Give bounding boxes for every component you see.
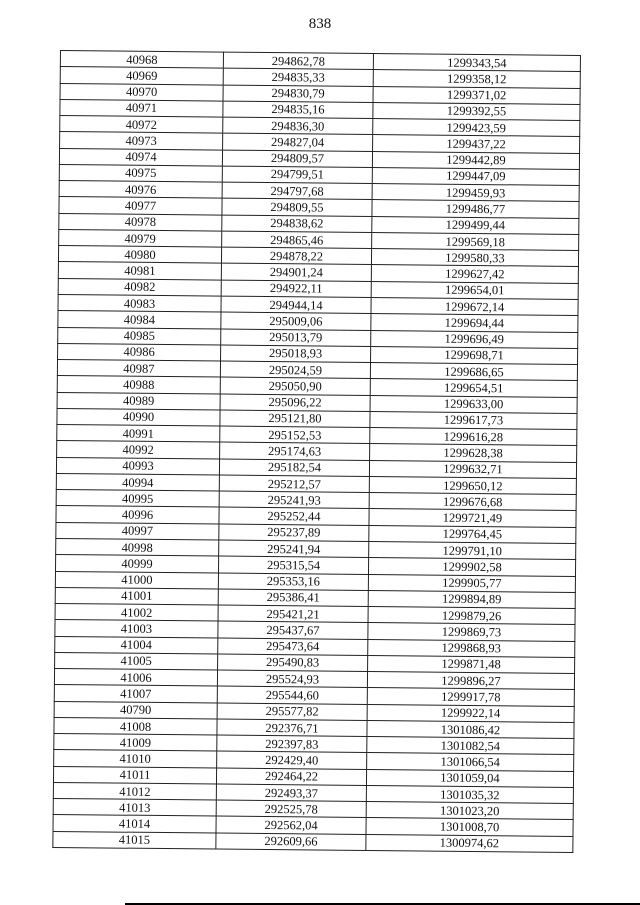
y-coordinate-cell: 1299896,27 (367, 672, 574, 690)
point-number-cell: 40970 (60, 83, 223, 101)
point-number-cell: 40992 (57, 441, 220, 459)
point-number-cell: 40971 (60, 99, 223, 117)
x-coordinate-cell: 294797,68 (222, 182, 372, 200)
y-coordinate-cell: 1301008,70 (366, 818, 573, 836)
y-coordinate-cell: 1299632,71 (369, 460, 576, 478)
point-number-cell: 40996 (56, 506, 219, 524)
x-coordinate-cell: 295315,54 (218, 556, 368, 574)
y-coordinate-cell: 1301066,54 (367, 753, 574, 771)
point-number-cell: 40978 (59, 213, 222, 231)
point-number-cell: 41006 (54, 669, 217, 687)
point-number-cell: 40975 (59, 164, 222, 182)
point-number-cell: 40985 (58, 327, 221, 345)
x-coordinate-cell: 295490,83 (218, 654, 368, 672)
y-coordinate-cell: 1299698,71 (371, 346, 578, 364)
x-coordinate-cell: 294865,46 (222, 231, 372, 249)
x-coordinate-cell: 294878,22 (221, 247, 371, 265)
x-coordinate-cell: 295353,16 (218, 573, 368, 591)
y-coordinate-cell: 1299437,22 (373, 135, 580, 153)
point-number-cell: 40977 (59, 197, 222, 215)
coordinates-table-wrapper (52, 50, 580, 853)
y-coordinate-cell: 1299654,51 (370, 379, 577, 397)
x-coordinate-cell: 295024,59 (220, 361, 370, 379)
point-number-cell: 40979 (59, 229, 222, 247)
point-number-cell: 41007 (54, 685, 217, 703)
x-coordinate-cell: 295174,63 (220, 442, 370, 460)
point-number-cell: 40969 (60, 67, 223, 85)
coordinates-table-body (53, 51, 581, 853)
x-coordinate-cell: 295386,41 (218, 589, 368, 607)
y-coordinate-cell: 1299343,54 (373, 54, 580, 72)
point-number-cell: 40991 (57, 425, 220, 443)
x-coordinate-cell: 295473,64 (218, 638, 368, 656)
point-number-cell: 41000 (55, 571, 218, 589)
point-number-cell: 41002 (55, 604, 218, 622)
y-coordinate-cell: 1300974,62 (366, 834, 573, 852)
y-coordinate-cell: 1299879,26 (368, 607, 575, 625)
y-coordinate-cell: 1299580,33 (371, 249, 578, 267)
x-coordinate-cell: 295096,22 (220, 394, 370, 412)
y-coordinate-cell: 1299676,68 (369, 493, 576, 511)
x-coordinate-cell: 294835,16 (223, 101, 373, 119)
y-coordinate-cell: 1301035,32 (366, 785, 573, 803)
x-coordinate-cell: 295524,93 (217, 670, 367, 688)
x-coordinate-cell: 295544,60 (217, 686, 367, 704)
point-number-cell: 40968 (60, 51, 223, 69)
point-number-cell: 40990 (57, 408, 220, 426)
x-coordinate-cell: 292376,71 (217, 719, 367, 737)
y-coordinate-cell: 1299569,18 (372, 232, 579, 250)
x-coordinate-cell: 292397,83 (217, 735, 367, 753)
coordinates-table (52, 50, 581, 853)
point-number-cell: 40998 (56, 538, 219, 556)
point-number-cell: 40994 (56, 473, 219, 491)
x-coordinate-cell: 294799,51 (222, 166, 372, 184)
x-coordinate-cell: 294827,04 (223, 133, 373, 151)
y-coordinate-cell: 1299617,73 (370, 411, 577, 429)
y-coordinate-cell: 1299627,42 (371, 265, 578, 283)
x-coordinate-cell: 294901,24 (221, 264, 371, 282)
point-number-cell: 40983 (58, 294, 221, 312)
x-coordinate-cell: 295013,79 (221, 329, 371, 347)
y-coordinate-cell: 1301059,04 (366, 769, 573, 787)
x-coordinate-cell: 295182,54 (219, 459, 369, 477)
point-number-cell: 41008 (54, 717, 217, 735)
y-coordinate-cell: 1299499,44 (372, 216, 579, 234)
y-coordinate-cell: 1299791,10 (369, 541, 576, 559)
point-number-cell: 41011 (53, 766, 216, 784)
y-coordinate-cell: 1301086,42 (367, 720, 574, 738)
x-coordinate-cell: 295252,44 (219, 507, 369, 525)
point-number-cell: 41004 (55, 636, 218, 654)
y-coordinate-cell: 1301023,20 (366, 802, 573, 820)
point-number-cell: 40989 (57, 392, 220, 410)
y-coordinate-cell: 1299633,00 (370, 395, 577, 413)
point-number-cell: 40995 (56, 490, 219, 508)
point-number-cell: 40997 (56, 522, 219, 540)
x-coordinate-cell: 295050,90 (220, 377, 370, 395)
point-number-cell: 40790 (54, 701, 217, 719)
y-coordinate-cell: 1299696,49 (371, 330, 578, 348)
y-coordinate-cell: 1299869,73 (368, 623, 575, 641)
x-coordinate-cell: 295212,57 (219, 475, 369, 493)
y-coordinate-cell: 1299486,77 (372, 200, 579, 218)
point-number-cell: 40987 (57, 360, 220, 378)
y-coordinate-cell: 1301082,54 (367, 737, 574, 755)
point-number-cell: 41014 (53, 815, 216, 833)
y-coordinate-cell: 1299650,12 (369, 476, 576, 494)
x-coordinate-cell: 295437,67 (218, 621, 368, 639)
x-coordinate-cell: 294862,78 (223, 52, 373, 70)
y-coordinate-cell: 1299616,28 (370, 428, 577, 446)
x-coordinate-cell: 295018,93 (221, 345, 371, 363)
y-coordinate-cell: 1299922,14 (367, 704, 574, 722)
y-coordinate-cell: 1299672,14 (371, 297, 578, 315)
x-coordinate-cell: 292525,78 (216, 800, 366, 818)
point-number-cell: 41012 (53, 782, 216, 800)
x-coordinate-cell: 294838,62 (222, 215, 372, 233)
point-number-cell: 40974 (59, 148, 222, 166)
y-coordinate-cell: 1299654,01 (371, 281, 578, 299)
page-number: 838 (308, 16, 332, 32)
y-coordinate-cell: 1299694,44 (371, 314, 578, 332)
point-number-cell: 41009 (54, 734, 217, 752)
point-number-cell: 41003 (55, 620, 218, 638)
x-coordinate-cell: 295241,93 (219, 491, 369, 509)
y-coordinate-cell: 1299721,49 (369, 509, 576, 527)
x-coordinate-cell: 294809,57 (222, 150, 372, 168)
y-coordinate-cell: 1299628,38 (370, 444, 577, 462)
y-coordinate-cell: 1299902,58 (368, 558, 575, 576)
x-coordinate-cell: 292429,40 (217, 751, 367, 769)
x-coordinate-cell: 294922,11 (221, 280, 371, 298)
y-coordinate-cell: 1299868,93 (368, 639, 575, 657)
point-number-cell: 41001 (55, 587, 218, 605)
x-coordinate-cell: 294809,55 (222, 198, 372, 216)
point-number-cell: 40973 (60, 132, 223, 150)
y-coordinate-cell: 1299447,09 (372, 167, 579, 185)
x-coordinate-cell: 292609,66 (216, 833, 366, 851)
x-coordinate-cell: 292562,04 (216, 817, 366, 835)
y-coordinate-cell: 1299358,12 (373, 70, 580, 88)
point-number-cell: 40993 (56, 457, 219, 475)
x-coordinate-cell: 292493,37 (216, 784, 366, 802)
y-coordinate-cell: 1299894,89 (368, 590, 575, 608)
y-coordinate-cell: 1299442,89 (372, 151, 579, 169)
point-number-cell: 41005 (55, 652, 218, 670)
x-coordinate-cell: 295009,06 (221, 312, 371, 330)
point-number-cell: 41015 (53, 831, 216, 849)
point-number-cell: 41010 (54, 750, 217, 768)
x-coordinate-cell: 295241,94 (219, 540, 369, 558)
x-coordinate-cell: 295121,80 (220, 410, 370, 428)
point-number-cell: 40984 (58, 311, 221, 329)
x-coordinate-cell: 295237,89 (219, 524, 369, 542)
point-number-cell: 41013 (53, 799, 216, 817)
x-coordinate-cell: 295152,53 (220, 426, 370, 444)
x-coordinate-cell: 294944,14 (221, 296, 371, 314)
x-coordinate-cell: 294830,79 (223, 85, 373, 103)
x-coordinate-cell: 295421,21 (218, 605, 368, 623)
point-number-cell: 40981 (58, 262, 221, 280)
point-number-cell: 40982 (58, 278, 221, 296)
y-coordinate-cell: 1299905,77 (368, 574, 575, 592)
point-number-cell: 40999 (55, 555, 218, 573)
y-coordinate-cell: 1299459,93 (372, 184, 579, 202)
x-coordinate-cell: 294835,33 (223, 68, 373, 86)
point-number-cell: 40972 (60, 116, 223, 134)
point-number-cell: 40988 (57, 376, 220, 394)
point-number-cell: 40986 (58, 343, 221, 361)
point-number-cell: 40980 (58, 246, 221, 264)
y-coordinate-cell: 1299871,48 (368, 655, 575, 673)
x-coordinate-cell: 295577,82 (217, 703, 367, 721)
x-coordinate-cell: 294836,30 (223, 117, 373, 135)
y-coordinate-cell: 1299392,55 (373, 102, 580, 120)
y-coordinate-cell: 1299371,02 (373, 86, 580, 104)
y-coordinate-cell: 1299764,45 (369, 525, 576, 543)
point-number-cell: 40976 (59, 181, 222, 199)
y-coordinate-cell: 1299686,65 (370, 363, 577, 381)
x-coordinate-cell: 292464,22 (216, 768, 366, 786)
y-coordinate-cell: 1299423,59 (373, 119, 580, 137)
y-coordinate-cell: 1299917,78 (367, 688, 574, 706)
